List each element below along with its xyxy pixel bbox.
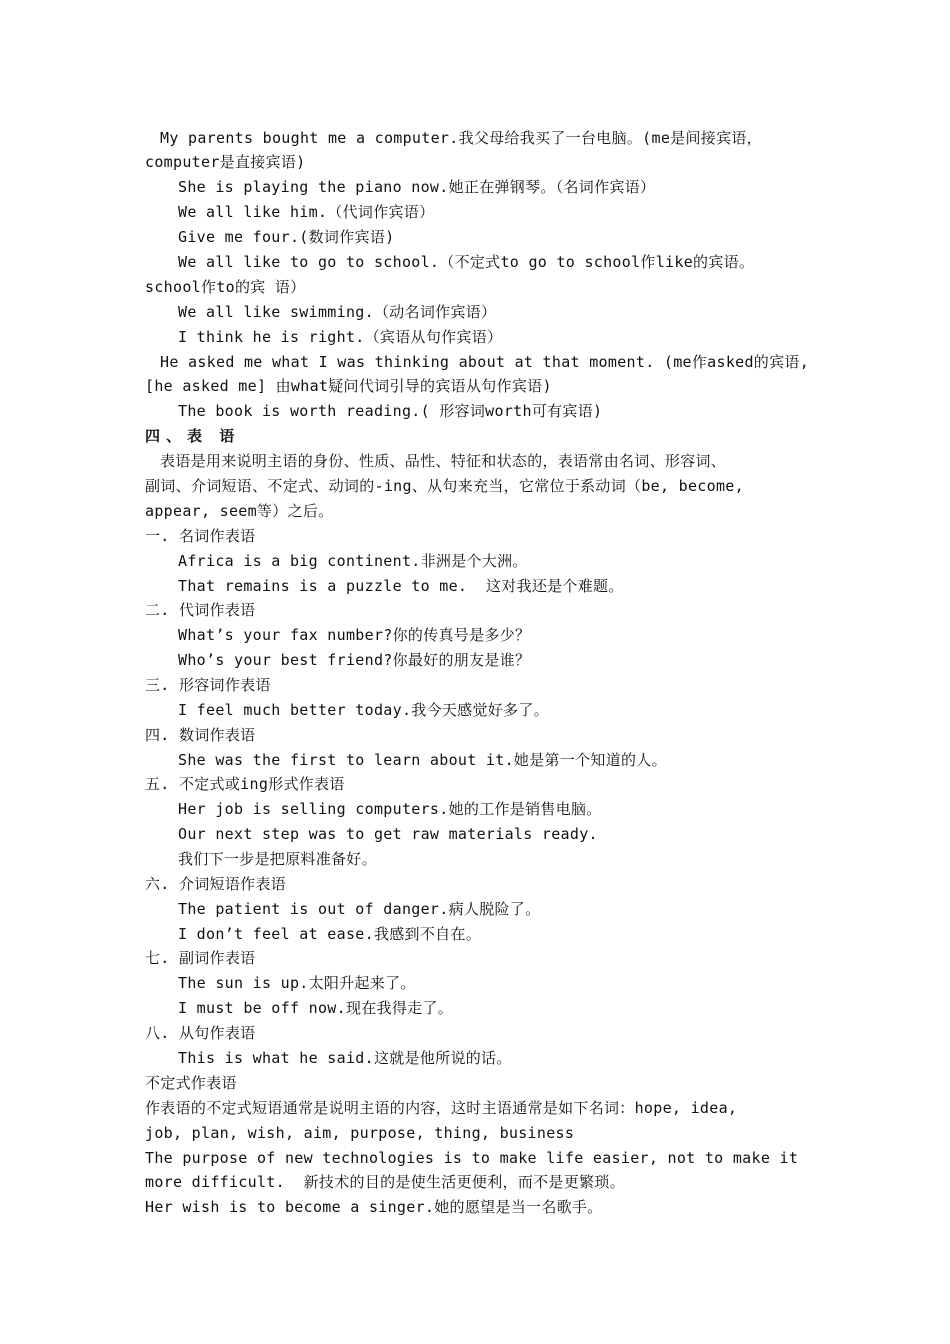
text-line: My parents bought me a computer.我父母给我买了一台电脑。(me是间接宾语，: [160, 129, 762, 147]
text-line: 我们下一步是把原料准备好。: [178, 850, 377, 868]
section-heading: 四、表 语: [145, 427, 241, 445]
text-line: She is playing the piano now.她正在弹钢琴。（名词作宾语）: [178, 178, 656, 196]
text-line: 副词、介词短语、不定式、动词的-ing、从句来充当，它常位于系动词（be, become,: [145, 477, 744, 495]
text-line: We all like to go to school.（不定式to go to school作like的宾语。: [178, 253, 755, 271]
subheading: 六. 介词短语作表语: [145, 875, 287, 893]
subheading: 七. 副词作表语: [145, 949, 256, 967]
text-line: I feel much better today.我今天感觉好多了。: [178, 701, 549, 719]
text-line: Her job is selling computers.她的工作是销售电脑。: [178, 800, 602, 818]
text-line: [he asked me] 由what疑问代词引导的宾语从句作宾语): [145, 377, 552, 395]
text-line: What’s your fax number?你的传真号是多少？: [178, 626, 531, 644]
text-line: The sun is up.太阳升起来了。: [178, 974, 416, 992]
text-line: He asked me what I was thinking about at that moment. (me作asked的宾语,: [160, 353, 810, 371]
text-line: That remains is a puzzle to me. 这对我还是个难题。: [178, 577, 624, 595]
text-line: We all like him.（代词作宾语）: [178, 203, 435, 221]
text-line: This is what he said.这就是他所说的话。: [178, 1049, 512, 1067]
text-line: job, plan, wish, aim, purpose, thing, business: [145, 1124, 575, 1142]
text-line: Who’s your best friend?你最好的朋友是谁？: [178, 651, 531, 669]
text-line: 作表语的不定式短语通常是说明主语的内容，这时主语通常是如下名词：hope, idea,: [145, 1099, 738, 1117]
text-line: more difficult. 新技术的目的是使生活更便利，而不是更繁琐。: [145, 1173, 625, 1191]
text-line: I don’t feel at ease.我感到不自在。: [178, 925, 482, 943]
subheading: 一. 名词作表语: [145, 527, 256, 545]
text-line: I think he is right.（宾语从句作宾语）: [178, 328, 503, 346]
text-line: computer是直接宾语): [145, 153, 306, 171]
subheading: 不定式作表语: [145, 1074, 237, 1092]
text-line: Her wish is to become a singer.她的愿望是当一名歌手。: [145, 1198, 603, 1216]
text-line: Africa is a big continent.非洲是个大洲。: [178, 552, 528, 570]
text-line: The purpose of new technologies is to make life easier, not to make it: [145, 1149, 799, 1167]
subheading: 四. 数词作表语: [145, 726, 256, 744]
text-line: She was the first to learn about it.她是第一个知道的人。: [178, 751, 667, 769]
text-line: The book is worth reading.( 形容词worth可有宾语): [178, 402, 603, 420]
text-line: I must be off now.现在我得走了。: [178, 999, 454, 1017]
text-line: Give me four.(数词作宾语): [178, 228, 395, 246]
text-line: appear, seem等）之后。: [145, 502, 334, 520]
text-line: The patient is out of danger.病人脱险了。: [178, 900, 541, 918]
text-line: Our next step was to get raw materials ready.: [178, 825, 598, 843]
text-line: We all like swimming.（动名词作宾语）: [178, 303, 497, 321]
subheading: 八. 从句作表语: [145, 1024, 256, 1042]
subheading: 三. 形容词作表语: [145, 676, 271, 694]
subheading: 二. 代词作表语: [145, 601, 256, 619]
subheading: 五. 不定式或ing形式作表语: [145, 775, 345, 793]
text-line: school作to的宾 语）: [145, 278, 306, 296]
text-line: 表语是用来说明主语的身份、性质、品性、特征和状态的，表语常由名词、形容词、: [160, 452, 727, 470]
